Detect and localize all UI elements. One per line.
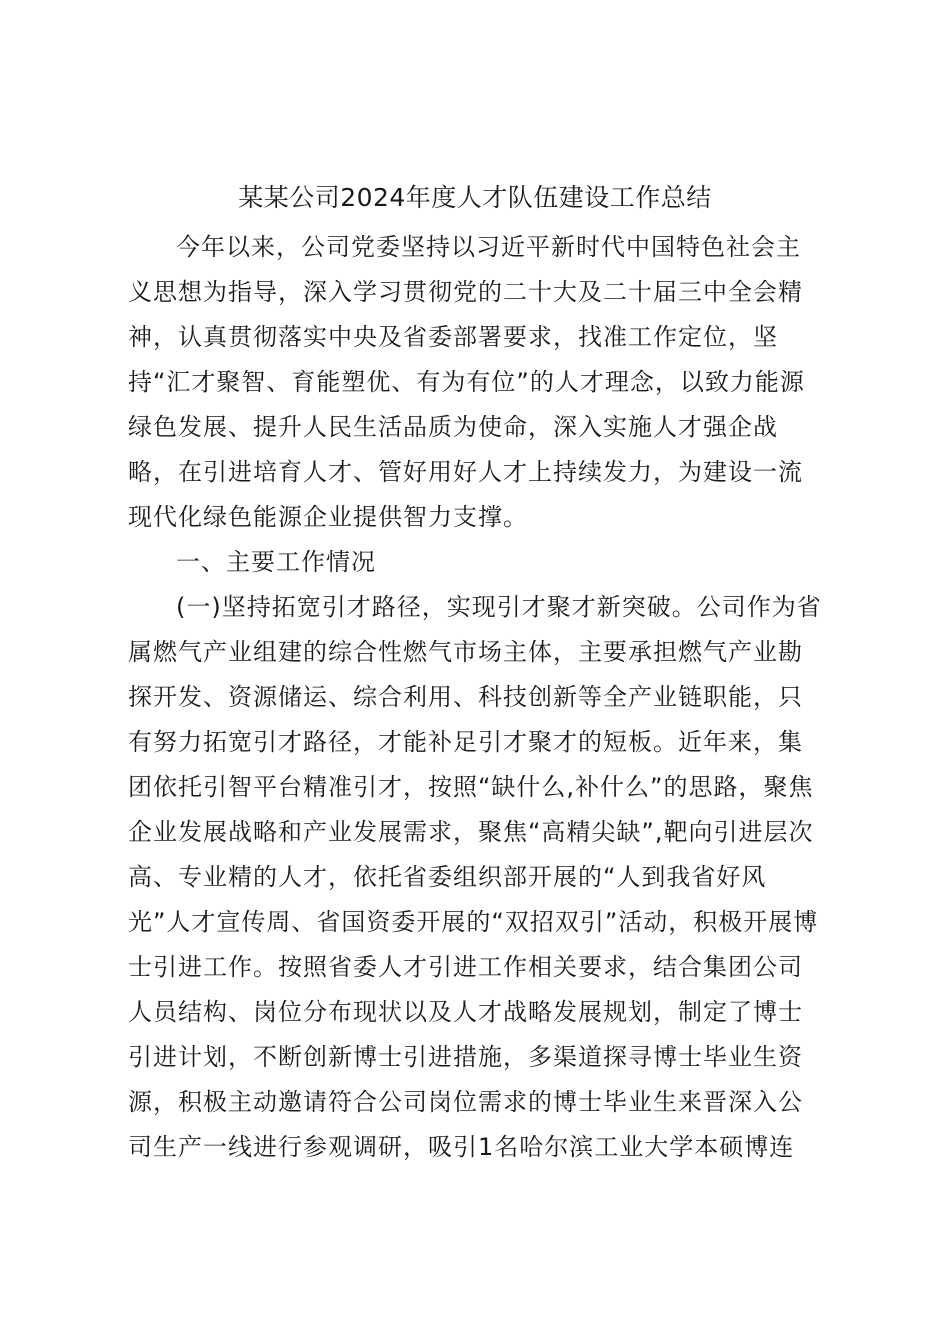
paragraph-line: 现代化绿色能源企业提供智力支撑。 xyxy=(128,503,528,531)
paragraph-line: 企业发展战略和产业发展需求，聚焦“高精尖缺”,靶向引进层次 xyxy=(128,818,814,846)
paragraph-line: 探开发、资源储运、综合利用、科技创新等全产业链职能，只 xyxy=(128,683,803,711)
paragraph-line: 士引进工作。按照省委人才引进工作相关要求，结合集团公司 xyxy=(128,953,803,981)
paragraph-line: 义思想为指导，深入学习贯彻党的二十大及二十届三中全会精 xyxy=(128,278,803,306)
paragraph-line: 持“汇才聚智、育能塑优、有为有位”的人才理念，以致力能源 xyxy=(128,368,805,396)
paragraph-line: 团依托引智平台精准引才，按照“缺什么,补什么”的思路，聚焦 xyxy=(128,773,814,801)
section-heading: 一、主要工作情况 xyxy=(176,548,376,576)
paragraph-line: 属燃气产业组建的综合性燃气市场主体，主要承担燃气产业勘 xyxy=(128,638,803,666)
paragraph-line: 司生产一线进行参观调研，吸引1名哈尔滨工业大学本硕博连 xyxy=(128,1133,795,1161)
paragraph-line: 今年以来，公司党委坚持以习近平新时代中国特色社会主 xyxy=(176,233,801,261)
paragraph-line: 神，认真贯彻落实中央及省委部署要求，找准工作定位，坚 xyxy=(128,323,778,351)
paragraph-line: 绿色发展、提升人民生活品质为使命，深入实施人才强企战 xyxy=(128,413,778,441)
paragraph-line: 有努力拓宽引才路径，才能补足引才聚才的短板。近年来，集 xyxy=(128,728,803,756)
paragraph-line: 源，积极主动邀请符合公司岗位需求的博士毕业生来晋深入公 xyxy=(128,1088,803,1116)
paragraph-line: 人员结构、岗位分布现状以及人才战略发展规划，制定了博士 xyxy=(128,998,803,1026)
paragraph-line: 略，在引进培育人才、管好用好人才上持续发力，为建设一流 xyxy=(128,458,803,486)
document-title: 某某公司2024年度人才队伍建设工作总结 xyxy=(238,183,712,212)
paragraph-line: 高、专业精的人才，依托省委组织部开展的“人到我省好风 xyxy=(128,863,767,891)
paragraph-line: 光”人才宣传周、省国资委开展的“双招双引”活动，积极开展博 xyxy=(128,908,819,936)
paragraph-line: (一)坚持拓宽引才路径，实现引才聚才新突破。公司作为省 xyxy=(176,593,822,621)
paragraph-line: 引进计划，不断创新博士引进措施，多渠道探寻博士毕业生资 xyxy=(128,1043,803,1071)
